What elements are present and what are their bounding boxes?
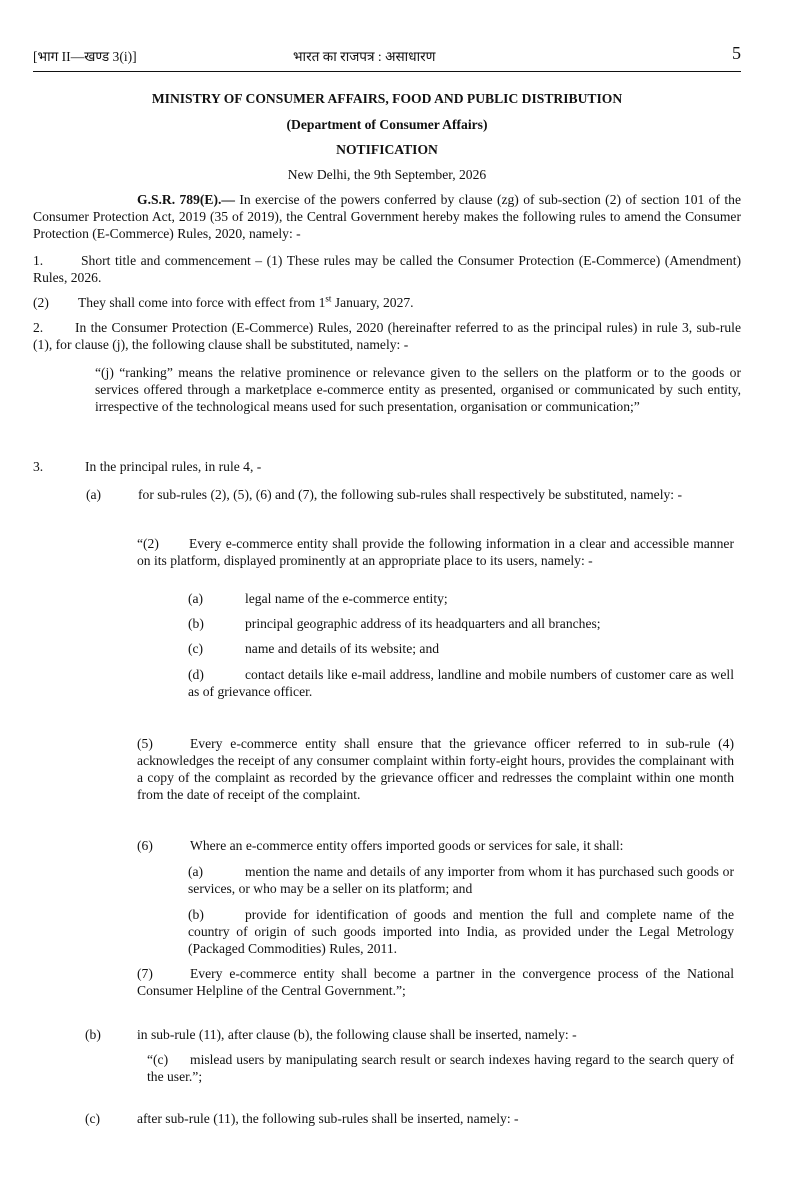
rule-3-paragraph [33,458,741,475]
sub-rule-6-number: (6) [137,838,153,853]
sub-6-item-b [188,906,734,957]
preamble-paragraph [33,191,741,242]
sub-2-item-a-label: (a) [188,591,204,606]
sub-2-item-c [188,640,439,657]
rule-2-number: 2. [33,320,44,335]
rule-1-2-text-end: January, 2027. [331,295,414,310]
sub-rule-5-number: (5) [137,736,153,751]
header-part: [भाग II—खण्ड 3(i)] [33,49,137,64]
gsr-number: G.S.R. 789(E).— [137,192,236,207]
rule-1-number: 1. [33,253,44,268]
ministry-heading: MINISTRY OF CONSUMER AFFAIRS, FOOD AND PUBLIC DISTRIBUTION [151,91,623,106]
item-b-label: (b) [85,1027,101,1042]
item-a-label: (a) [86,487,102,502]
header-gazette-title: भारत का राजपत्र : असाधारण [293,49,436,64]
item-b-paragraph [33,1026,741,1043]
sub-2-item-a [188,590,448,607]
page-number: 5 [732,43,741,63]
rule-2-text: In the Consumer Protection (E-Commerce) Rules, 2020 (hereinafter referred to as the principal rules) in rule 3, sub-rule (1), for clause (j), the following clause shall be substituted, namely: - [33,320,741,352]
clause-c-label: “(c) [147,1052,169,1067]
clause-c-paragraph [147,1051,734,1085]
sub-2-item-b [188,615,601,632]
sub-6-item-b-label: (b) [188,907,204,922]
running-header [33,43,741,68]
sub-rule-2-number: “(2) [137,536,159,551]
item-a-paragraph [33,486,741,503]
item-b-text: in sub-rule (11), after clause (b), the following clause shall be inserted, namely: - [137,1027,577,1042]
sub-2-item-c-text: name and details of its website; and [245,641,440,656]
department-heading: (Department of Consumer Affairs) [286,117,488,132]
sub-2-item-d-text: contact details like e-mail address, landline and mobile numbers of customer care as well as of grievance officer. [188,667,734,699]
sub-2-item-a-text: legal name of the e-commerce entity; [245,591,448,606]
notification-heading: NOTIFICATION [336,142,438,157]
dateline: New Delhi, the 9th September, 2026 [287,167,487,182]
sub-rule-7-text: Every e-commerce entity shall become a partner in the convergence process of the National Consumer Helpline of the Central Government.”; [137,966,734,998]
preamble-text: In exercise of the powers conferred by clause (zg) of sub-section (2) of section 101 of the Consumer Protection Act, 2019 (35 of 2019), the Central Government hereby makes the following rules to amend the Consumer Protection (E-Commerce) Rules, 2020, namely: - [33,192,741,241]
rule-1-2-paragraph [33,294,741,311]
ordinal-suffix: st [325,293,332,304]
sub-2-item-b-text: principal geographic address of its headquarters and all branches; [245,616,601,631]
sub-rule-2-text: Every e-commerce entity shall provide the following information in a clear and accessible manner on its platform, displayed prominently at an appropriate place to its users, namely: - [137,536,734,568]
rule-2-paragraph [33,319,741,353]
sub-rule-7-number: (7) [137,966,153,981]
sub-6-item-a-label: (a) [188,864,204,879]
rule-3-number: 3. [33,459,44,474]
clause-c-text: mislead users by manipulating search result or search indexes having regard to the search query of the user.”; [147,1052,734,1084]
sub-6-item-b-text: provide for identification of goods and mention the full and complete name of the country of origin of such goods imported into India, as provided under the Legal Metrology (Packaged Commodities) Rules, 2011. [188,907,734,956]
header-rule [33,71,741,72]
rule-1-paragraph [33,252,741,286]
rule-1-2-text: They shall come into force with effect from 1 [78,295,326,310]
sub-2-item-d [188,666,734,700]
sub-2-item-c-label: (c) [188,641,204,656]
item-a-text: for sub-rules (2), (5), (6) and (7), the following sub-rules shall respectively be substituted, namely: - [138,487,682,502]
item-c-label: (c) [85,1111,101,1126]
sub-rule-6-paragraph [137,837,734,854]
sub-rule-6-text: Where an e-commerce entity offers imported goods or services for sale, it shall: [190,838,624,853]
sub-rule-2-paragraph [137,535,734,569]
sub-6-item-a-text: mention the name and details of any importer from whom it has purchased such goods or services, or who may be a seller on its platform; and [188,864,734,896]
rule-3-text: In the principal rules, in rule 4, - [85,459,262,474]
sub-6-item-a [188,863,734,897]
rule-1-2-number: (2) [33,295,49,310]
sub-2-item-b-label: (b) [188,616,204,631]
sub-rule-7-paragraph [137,965,734,999]
item-c-paragraph [33,1110,741,1127]
rule-1-text: Short title and commencement – (1) These rules may be called the Consumer Protection (E-Commerce) (Amendment) Rules, 2026. [33,253,741,285]
clause-j-text: “(j) “ranking” means the relative prominence or relevance given to the sellers on the platform or to the goods or services offered through a marketplace e-commerce entity as presented, organised or communicated by such entity, irrespective of the technological means used for such presentation, organisation or communication;” [95,365,741,414]
sub-rule-5-text: Every e-commerce entity shall ensure that the grievance officer referred to in sub-rule (4) acknowledges the receipt of any consumer complaint within forty-eight hours, provides the complainant with a copy of the complaint as recorded by the grievance officer and redresses the complaint within one month from the date of receipt of the complaint. [137,736,734,802]
item-c-text: after sub-rule (11), the following sub-rules shall be inserted, namely: - [137,1111,519,1126]
sub-rule-5-paragraph [137,735,734,803]
sub-2-item-d-label: (d) [188,667,204,682]
